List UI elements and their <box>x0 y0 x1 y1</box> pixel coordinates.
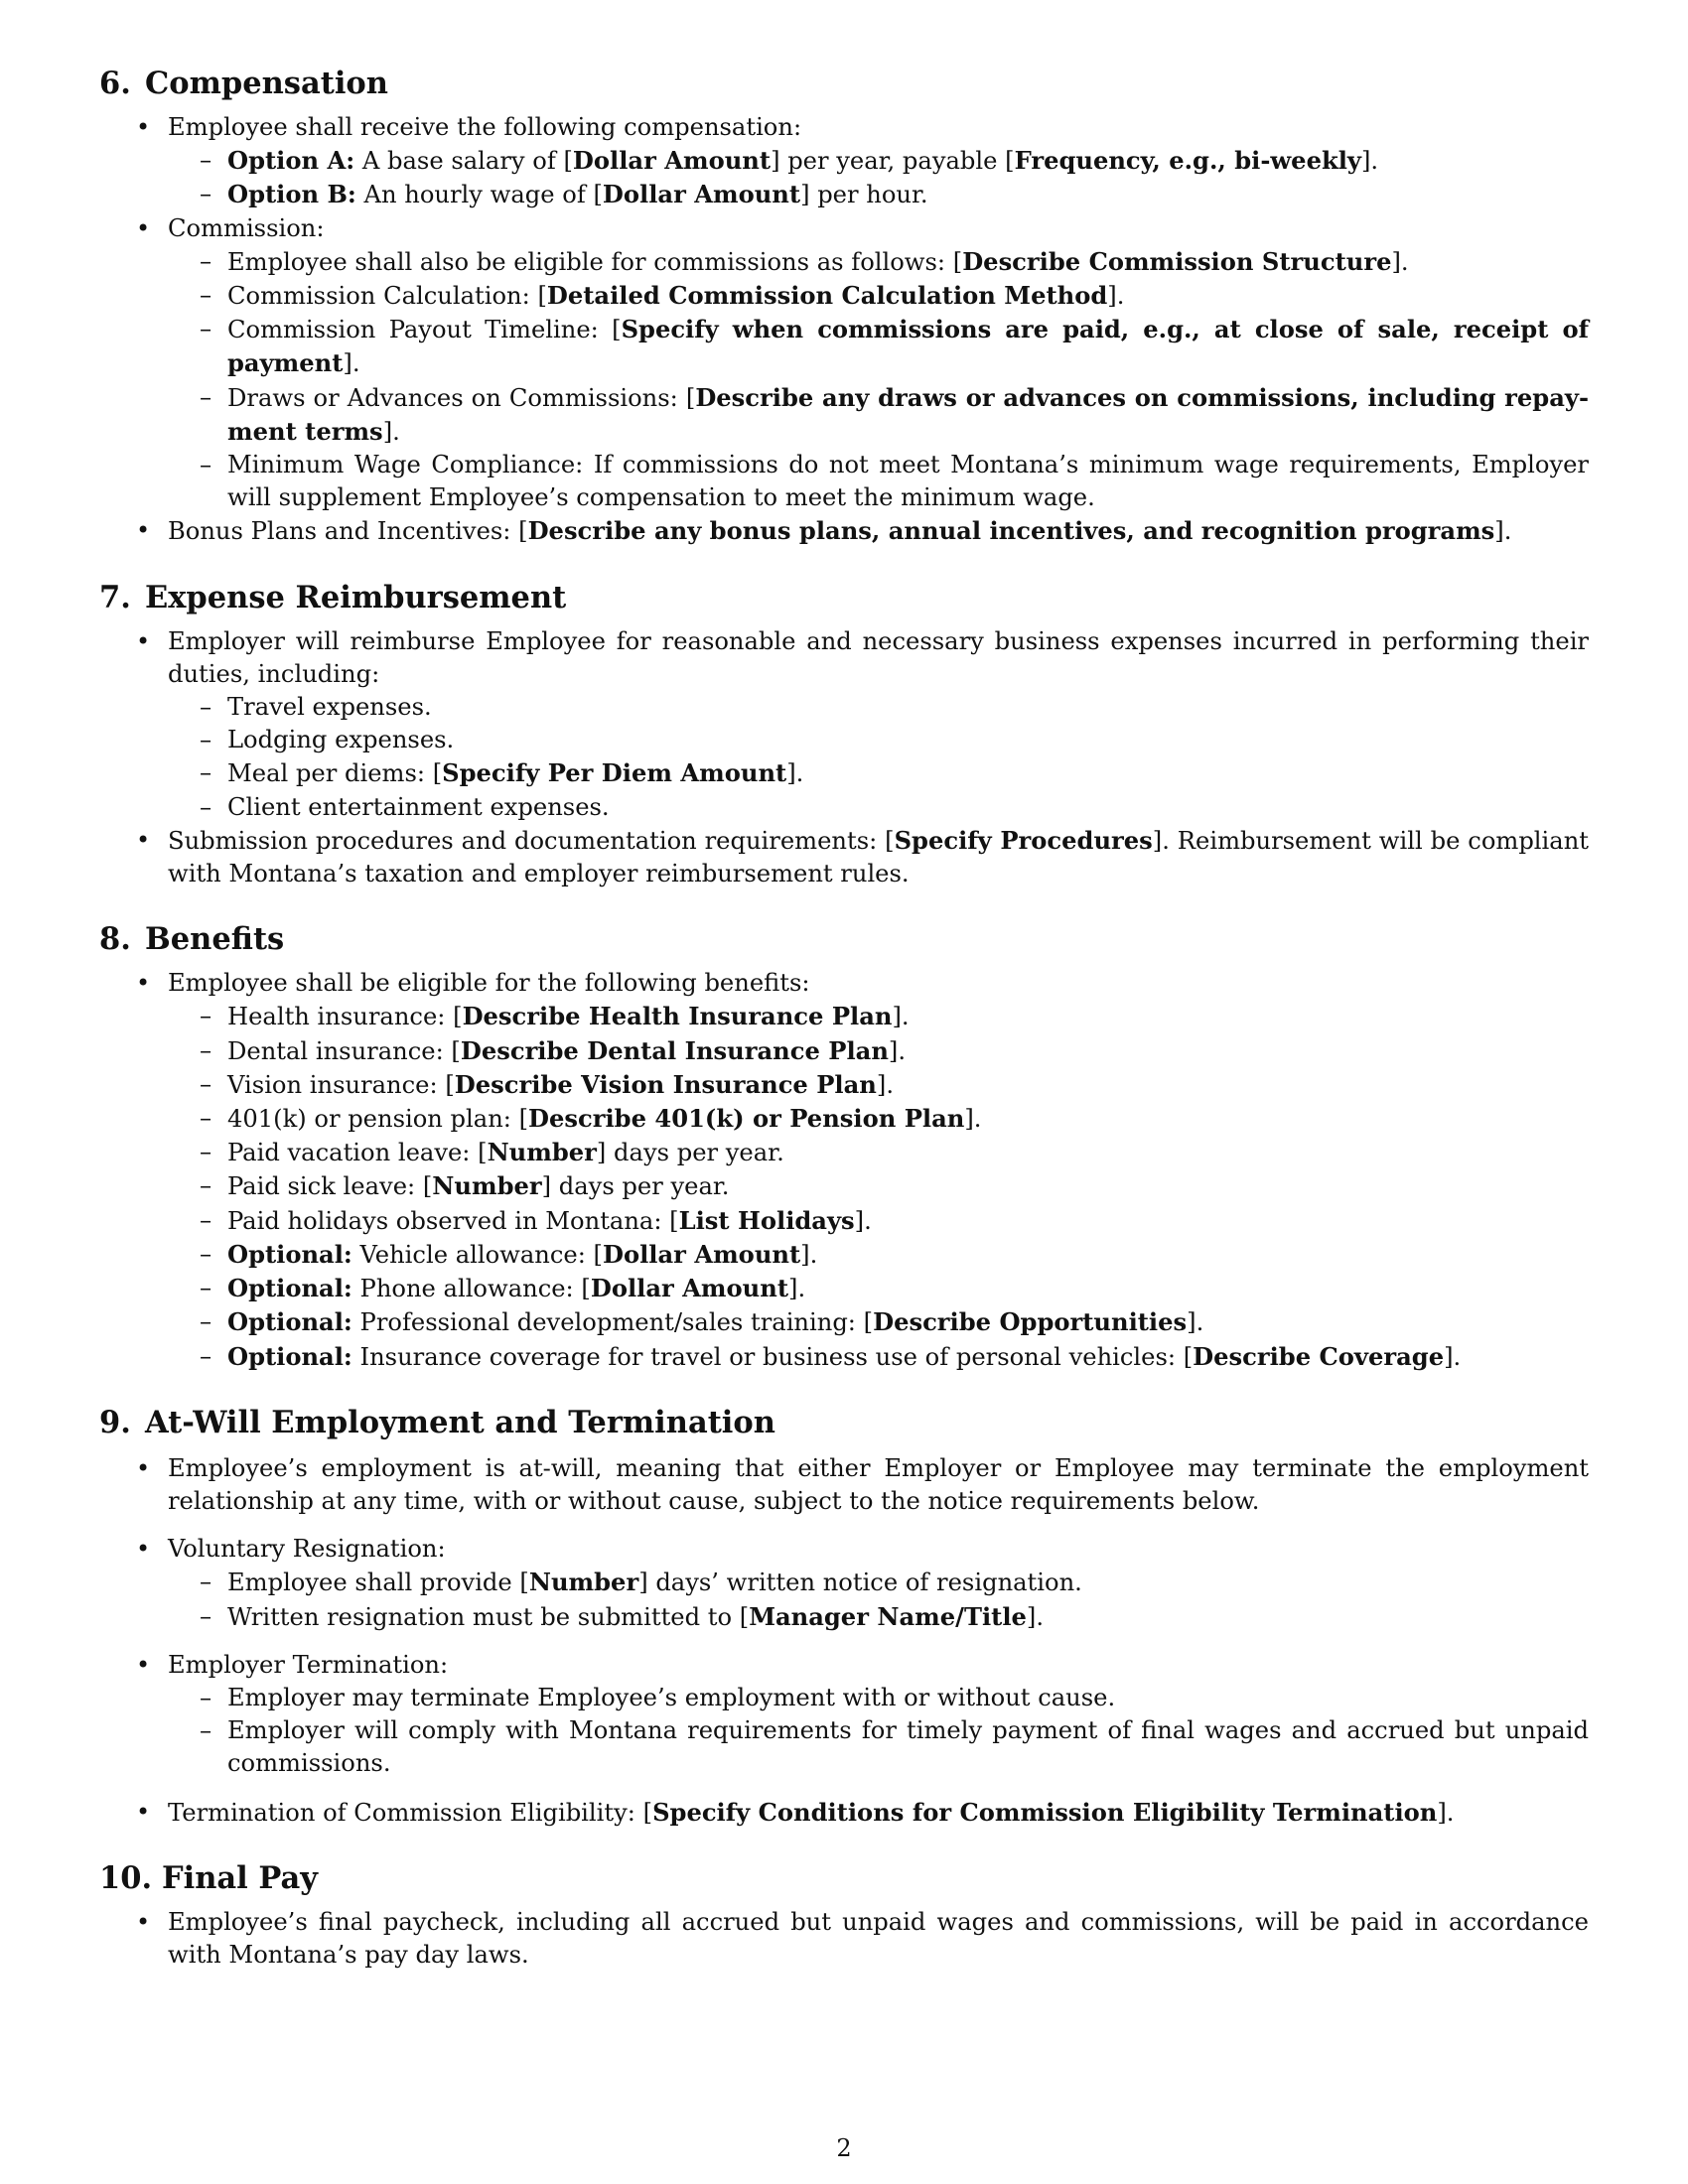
list-item: – Employer will comply with Montana requirements for timely payment of final wages and accrued but unpaid commissions. <box>168 1714 1589 1780</box>
list-item: • Submission procedures and documentation requirements: [Specify Procedures]. Reimbursement will be compliant with Montana’s taxation and employer reimbursement rules. <box>99 824 1589 890</box>
section-heading-expense-reimbursement: 7. Expense Reimbursement <box>99 579 567 615</box>
list-item: • Employer will reimburse Employee for reasonable and necessary business expenses incurred in performing their duties, including: – Travel expenses. – Lodging expenses. – Meal per diems: [Specify Per Diem Amount]. – Client entertainment expenses. <box>99 625 1589 824</box>
list-item: – Client entertainment expenses. <box>168 791 1589 824</box>
list-item: – Paid vacation leave: [Number] days per year. <box>168 1136 1589 1169</box>
list-item: – Paid holidays observed in Montana: [List Holidays]. <box>168 1204 1589 1238</box>
list-item: – Minimum Wage Compliance: If commissions do not meet Montana’s minimum wage requirements, Employer will supplement Employee’s compensation to meet the minimum wage. <box>168 449 1589 514</box>
benefits-list <box>99 967 1589 1373</box>
list-item: • Employer Termination: – Employer may terminate Employee’s employment with or without cause. – Employer will comply with Montana requirements for timely payment of final wages and accrued but unpaid commissions. <box>99 1649 1589 1781</box>
list-item: – Optional: Vehicle allowance: [Dollar Amount]. <box>168 1238 1589 1272</box>
list-item: – Optional: Insurance coverage for travel or business use of personal vehicles: [Describe Coverage]. <box>168 1340 1589 1374</box>
final-pay-list <box>99 1906 1589 1972</box>
list-item: – Commission Calculation: [Detailed Commission Calculation Method]. <box>168 279 1589 313</box>
list-item: – Travel expenses. <box>168 691 1589 724</box>
list-item: – Option B: An hourly wage of [Dollar Amount] per hour. <box>168 178 1589 211</box>
section-heading-benefits: 8. Benefits <box>99 921 285 958</box>
list-item: • Termination of Commission Eligibility: [Specify Conditions for Commission Eligibility Termination]. <box>99 1796 1589 1830</box>
list-item: – Option A: A base salary of [Dollar Amount] per year, payable [Frequency, e.g., bi-weekly]. <box>168 144 1589 178</box>
list-item: • Employee’s final paycheck, including all accrued but unpaid wages and commissions, will be paid in accordance with Montana’s pay day laws. <box>99 1906 1589 1972</box>
section-heading-compensation: 6. Compensation <box>99 66 388 101</box>
list-item: • Employee shall receive the following compensation: – Option A: A base salary of [Dollar Amount] per year, payable [Frequency, e.g., bi-weekly]. – Option B: An hourly wage of [Dollar Amount] per hour. <box>99 111 1589 212</box>
list-item: – Dental insurance: [Describe Dental Insurance Plan]. <box>168 1034 1589 1068</box>
list-item: • Employee shall be eligible for the following benefits: – Health insurance: [Describe Health Insurance Plan]. – Dental insurance: [Describe Dental Insurance Plan]. – Vision insurance: [Describe Vision Insurance Plan]. – 401(k) or pension plan: [Describe 401(k) or Pension Plan]. – Paid vacation leave: [Number] days per year. – Paid sick leave: [Number] days per year. – Paid holidays observed in Montana: [List Holidays]. – Optional: Vehicle allowance: [Dollar Amount]. – Optional: Phone allowance: [Dollar Amount]. – Optional: Professional development/sales training: [Describe Opportunities]. – Optional: Insurance coverage for travel or business use of personal vehicles: [Describe Coverage]. <box>99 967 1589 1373</box>
list-item: – Employee shall also be eligible for commissions as follows: [Describe Commission Structure]. <box>168 245 1589 279</box>
document-page <box>99 62 1589 2146</box>
page-number: 2 <box>836 2134 852 2162</box>
section-heading-final-pay: 10. Final Pay <box>99 1859 318 1896</box>
list-item: • Bonus Plans and Incentives: [Describe any bonus plans, annual incentives, and recognition programs]. <box>99 514 1589 548</box>
list-item: – Commission Payout Timeline: [Specify when commissions are paid, e.g., at close of sale, receipt of payment]. <box>168 313 1589 380</box>
termination-list <box>99 1452 1589 1830</box>
list-item: – Vision insurance: [Describe Vision Insurance Plan]. <box>168 1068 1589 1102</box>
expense-list <box>99 625 1589 891</box>
list-item: • Employee’s employment is at-will, meaning that either Employer or Employee may terminate the employment relationship at any time, with or without cause, subject to the notice requirements below. <box>99 1452 1589 1518</box>
list-item: – 401(k) or pension plan: [Describe 401(k) or Pension Plan]. <box>168 1102 1589 1136</box>
list-item: – Optional: Phone allowance: [Dollar Amount]. <box>168 1272 1589 1305</box>
compensation-list <box>99 111 1589 549</box>
list-item: – Optional: Professional development/sales training: [Describe Opportunities]. <box>168 1305 1589 1339</box>
list-item: – Employee shall provide [Number] days’ written notice of resignation. <box>168 1566 1589 1599</box>
list-item: – Written resignation must be submitted to [Manager Name/Title]. <box>168 1600 1589 1634</box>
list-item: – Lodging expenses. <box>168 724 1589 756</box>
list-item: – Paid sick leave: [Number] days per year. <box>168 1169 1589 1203</box>
list-item: – Health insurance: [Describe Health Insurance Plan]. <box>168 1000 1589 1033</box>
list-item: – Employer may terminate Employee’s employment with or without cause. <box>168 1682 1589 1714</box>
list-item: • Voluntary Resignation: – Employee shall provide [Number] days’ written notice of resignation. – Written resignation must be submitted to [Manager Name/Title]. <box>99 1533 1589 1634</box>
list-item: – Draws or Advances on Commissions: [Describe any draws or advances on commissions, including repayment terms]. <box>168 381 1589 449</box>
list-item: – Meal per diems: [Specify Per Diem Amount]. <box>168 756 1589 790</box>
section-heading-at-will-employment: 9. At-Will Employment and Termination <box>99 1404 775 1440</box>
list-item: • Commission: – Employee shall also be eligible for commissions as follows: [Describe Commission Structure]. – Commission Calculation: [Detailed Commission Calculation Method]. – Commission Payout Timeline: [Specify when commissions are paid, e.g., at close of sale, receipt of payment]. – Draws or Advances on Commissions: [Describe any draws or advances on commissions, including repayment terms]. – Minimum Wage Compliance: If commissions do not meet Montana’s minimum wage requirements, Employer will supplement Employee’s compensation to meet the minimum wage. <box>99 212 1589 515</box>
